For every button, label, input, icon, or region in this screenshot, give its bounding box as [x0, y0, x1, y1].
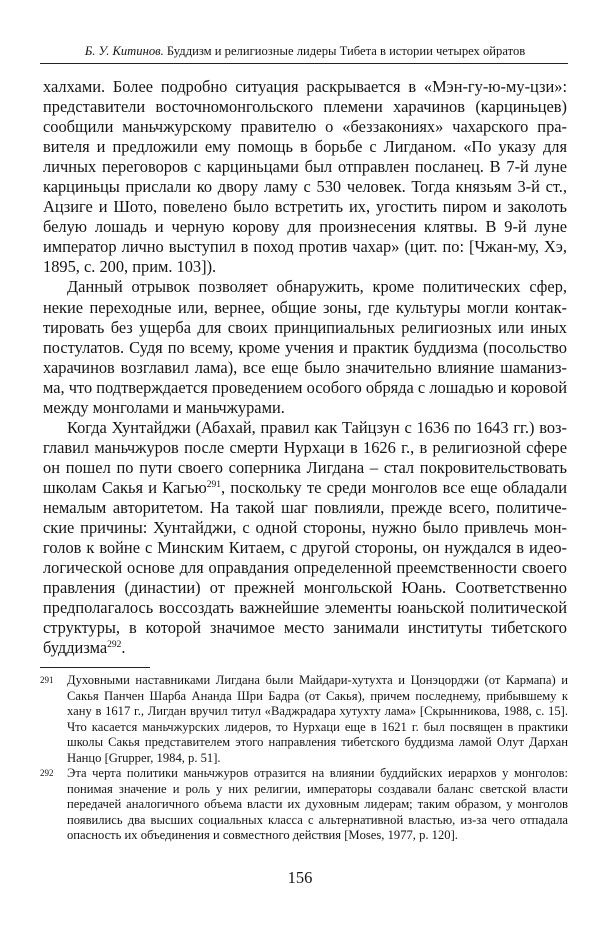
- text-line: карциньцы прислали ко двору ламу с 530 человек. Тогда князьям 3-й ст.,: [43, 177, 567, 197]
- text-line: тировать без ущерба для своих принципиальных религиозных или иных: [43, 317, 567, 337]
- text-line: хану в 1617 г., Лигдан вручил титул «Ваджрадара хутухту лама» [Скрынникова, 1988, с. 15].: [67, 704, 568, 718]
- footnote-number: 292: [40, 768, 54, 778]
- page-number: 156: [287, 868, 313, 887]
- text-segment: буддизма: [43, 638, 108, 658]
- running-header: [43, 44, 567, 59]
- text-line: сообщили маньчжурскому правителю о «беззакониях» чахарского пра-: [43, 117, 567, 137]
- text-line: логической основе для оправдания определенной преемственности своего: [43, 558, 567, 578]
- text-segment: .: [121, 638, 126, 658]
- text-line: Когда Хунтайджи (Абахай, правил как Тайцзун с 1636 по 1643 гг.) воз-: [67, 417, 567, 437]
- text-line: предполагалось воссоздать важнейшие элементы юаньской политической: [43, 598, 567, 618]
- text-line: [43, 478, 567, 498]
- text-line: некие переходные или, вернее, общие зоны, где культуры могли контак-: [43, 297, 567, 317]
- text-line: опасность их объединения и совместного действия [Moses, 1977, p. 120].: [67, 828, 458, 842]
- text-line: немалым авторитетом. На такой шаг повлияли, прежде всего, политиче-: [43, 497, 567, 517]
- text-segment: , поскольку те среди монголов все еще обладали: [221, 477, 567, 497]
- text-line: Нанцо [Grupper, 1984, p. 51].: [67, 750, 221, 765]
- text-line: появились два высших социальных класса с альтернативной властью, из-за чего отпадала: [67, 812, 568, 827]
- text-line: ские причины: Хунтайджи, с одной стороны, нужно было привлечь мон-: [43, 518, 567, 538]
- header-rule: [40, 63, 568, 64]
- text-line: школы Сакья представителем этого направления тибетского буддизма ламой Олут Дархан: [67, 735, 568, 749]
- text-line: постулатов. Судя по всему, кроме учения и практик буддизма (посольство: [43, 337, 567, 357]
- footnote-reference: 291: [206, 479, 221, 490]
- footnote-reference: 292: [107, 640, 122, 651]
- body-text: [43, 77, 567, 658]
- text-line: Данный отрывок позволяет обнаружить, кроме политических сфер,: [67, 277, 567, 297]
- text-line: белую лошадь и черную корову для произнесения клятвы. В 9-й луне: [43, 217, 567, 237]
- text-line: передачей аналогичного объема власти их духовным лидерам; таким образом, у монголов: [67, 797, 568, 811]
- text-line: [43, 638, 567, 658]
- text-line: император лично выступил в поход против чахар» (цит. по: [Чжан-му, Хэ,: [43, 237, 567, 257]
- text-line: структуры, в которой значимое место занимали институты тибетского: [43, 618, 567, 638]
- text-line: правления (династии) от прежней монгольской Юань. Соответственно: [43, 578, 567, 598]
- footnote-number: 291: [40, 675, 54, 685]
- text-line: вителя и предложили ему помощь в борьбе с Лигданом. «По указу для: [43, 137, 567, 157]
- text-line: Сакья Панчен Шарба Ананда Шри Бадра (от Сакья), причем последнему, прибывшему к: [67, 688, 568, 703]
- text-line: халхами. Более подробно ситуация раскрывается в «Мэн-гу-ю-му-цзи»:: [43, 77, 567, 96]
- text-line: ма, что подтверждается проведением особого обряда с лошадью и коровой: [43, 377, 567, 397]
- header-title: Буддизм и религиозные лидеры Тибета в истории четырех ойратов: [166, 44, 526, 58]
- text-line: 1895, с. 200, прим. 103]).: [43, 257, 217, 277]
- text-line: главил маньчжуров после смерти Нурхаци в 1626 г., в религиозной сфере: [43, 437, 567, 457]
- footnotes: [40, 673, 568, 844]
- footnote: [40, 673, 568, 766]
- text-line: между монголами и маньчжурами.: [43, 397, 285, 417]
- text-line: Ацзиге и Шото, повелено было встретить их, угостить пиром и заколоть: [43, 197, 567, 217]
- text-line: личных переговоров с карциньцами был отправлен посланец. В 7-й луне: [43, 157, 567, 177]
- text-line: Духовными наставниками Лигдана были Майдари-хутухта и Цонэцорджи (от Кармапа) и: [67, 673, 568, 687]
- paragraph: [43, 77, 567, 277]
- footnote-separator: [40, 667, 150, 668]
- paragraph: [43, 418, 567, 659]
- paragraph: [43, 277, 567, 417]
- text-line: Эта черта политики маньчжуров отразится на влиянии буддийских иерархов у монголов:: [67, 766, 568, 780]
- text-line: харачинов возглавил лама), все еще было значительно влияние шаманиз-: [43, 357, 567, 377]
- text-segment: школам Сакья и Кагью: [43, 477, 207, 497]
- text-line: понимая значение и роль у них религии, императоры создавали баланс светской власти: [67, 781, 568, 796]
- text-line: голов к войне с Минским Китаем, с другой стороны, он нуждался в идео-: [43, 538, 567, 558]
- header-author: Б. У. Китинов.: [84, 44, 164, 58]
- text-line: Что касается маньчжурских лидеров, то Нурхаци еще в 1621 г. был посвящен в практики: [67, 719, 568, 734]
- text-line: представители восточномонгольского племени харачинов (карциньцев): [43, 97, 567, 117]
- footnote: [40, 766, 568, 844]
- text-line: он пошел по пути своего соперника Лигдана – стал покровительствовать: [43, 457, 567, 477]
